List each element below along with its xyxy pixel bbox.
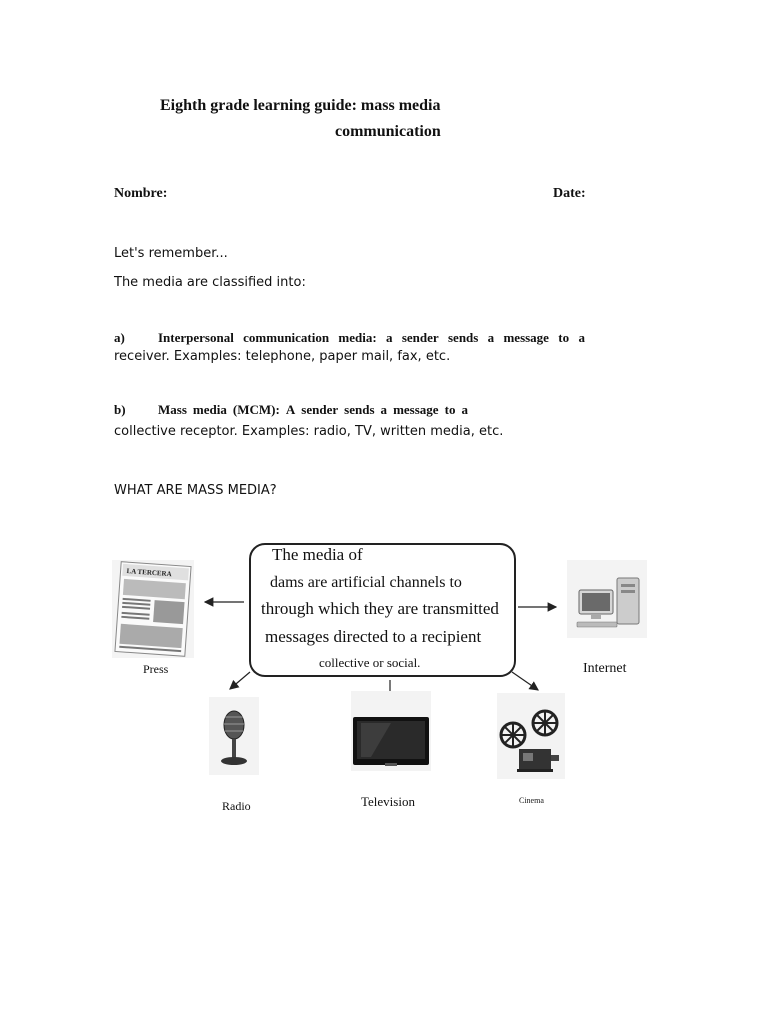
cinema-label: Cinema [519,796,544,805]
section-heading: WHAT ARE MASS MEDIA? [114,483,277,498]
film-projector-icon [497,693,565,779]
heading-word: a [487,330,495,345]
newspaper-icon [112,560,194,658]
heading-word: Mass [158,402,187,417]
heading-word: a [386,330,393,345]
heading-word: message [503,330,549,345]
heading-word: media: [338,330,377,345]
list-item-marker: a) [114,330,125,345]
intro-remember: Let's remember... [114,246,228,261]
intro-classified: The media are classified into: [114,275,306,290]
definition-line: messages directed to a recipient [265,627,482,646]
heading-word: communication [243,330,330,345]
definition-line: The media of [272,545,363,564]
microphone-icon [209,697,259,775]
list-item-text: receiver. Examples: telephone, paper mail, fax, etc. [114,349,451,364]
heading-word: A [285,402,296,417]
heading-word: sends [344,402,375,417]
computer-icon [567,560,647,638]
list-item-text: collective receptor. Examples: radio, TV, written media, etc. [114,424,504,439]
arrow-to-cinema [512,672,538,690]
heading-word: a [380,402,388,417]
definition-line: collective or social. [319,655,421,670]
heading-word: message [393,402,439,417]
internet-label: Internet [583,661,627,676]
heading-word: sender [401,330,439,345]
newspaper-masthead: LA TERCERA [126,567,172,579]
television-icon [351,691,431,771]
press-label: Press [143,662,169,676]
page-title: Eighth grade learning guide: mass media [160,97,441,114]
definition-line: dams are artificial channels to [270,574,462,591]
heading-word: to [558,330,570,345]
heading-word: to [444,402,456,417]
arrow-to-radio [230,672,250,689]
heading-word: sends [447,330,479,345]
heading-word: Interpersonal [158,330,234,345]
list-item-marker: b) [114,402,126,417]
page-title-continued: communication [335,123,441,140]
heading-word: a [461,402,468,417]
heading-word: sender [301,402,339,417]
name-field-label: Nombre: [114,186,168,201]
radio-label: Radio [222,799,251,813]
date-field-label: Date: [553,186,586,201]
heading-word: a [578,330,585,345]
heading-word: media [192,402,227,417]
definition-line: through which they are transmitted [261,599,499,618]
television-label: Television [361,794,415,809]
heading-word: (MCM): [232,402,280,417]
